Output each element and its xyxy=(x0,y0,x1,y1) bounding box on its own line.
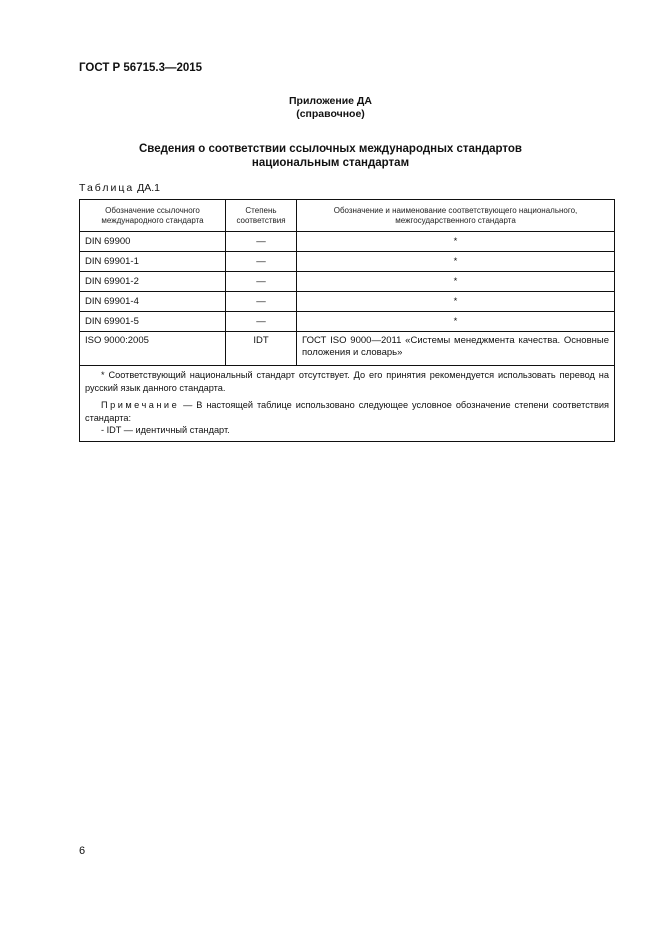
table-row xyxy=(80,332,615,366)
section-title-line-1: Сведения о соответствии ссылочных международных стандартов xyxy=(138,143,522,155)
annex-title: Приложение ДА xyxy=(289,95,372,107)
table-row xyxy=(80,272,615,292)
note-item: - IDT — идентичный стандарт. xyxy=(101,425,230,435)
cell-reference: ISO 9000:2005 xyxy=(80,332,226,366)
table-row xyxy=(80,312,615,332)
table-caption-number: ДА.1 xyxy=(137,182,160,194)
cell-national: * xyxy=(297,312,615,332)
page-number: 6 xyxy=(79,845,86,857)
cell-reference: DIN 69900 xyxy=(80,232,226,252)
cell-national: ГОСТ ISO 9000—2011 «Системы менеджмента качества. Основные положения и словарь» xyxy=(297,332,615,366)
cell-degree: — xyxy=(226,292,297,312)
annex-subtitle: (справочное) xyxy=(296,108,365,120)
cell-degree: IDT xyxy=(226,332,297,366)
table-header-row xyxy=(80,200,615,232)
cell-degree: — xyxy=(226,232,297,252)
cell-national: * xyxy=(297,232,615,252)
cell-reference: DIN 69901-4 xyxy=(80,292,226,312)
cell-degree: — xyxy=(226,312,297,332)
table-caption-prefix: Таблица xyxy=(79,182,135,194)
note-label: Примечание xyxy=(101,400,180,410)
table-row xyxy=(80,232,615,252)
cell-national: * xyxy=(297,252,615,272)
column-header-national: Обозначение и наименование соответствующего национального, межгосударственного стандарта xyxy=(297,200,615,232)
cell-degree: — xyxy=(226,272,297,292)
section-title-line-2: национальным стандартам xyxy=(251,157,410,169)
cell-reference: DIN 69901-1 xyxy=(80,252,226,272)
column-header-degree: Степень соответствия xyxy=(226,200,297,232)
cell-national: * xyxy=(297,272,615,292)
column-header-reference: Обозначение ссылочного международного стандарта xyxy=(80,200,226,232)
table-notes xyxy=(80,366,615,442)
cell-reference: DIN 69901-5 xyxy=(80,312,226,332)
note-text: — В настоящей таблице использовано следующее условное обозначение степени соответствия стандарта: xyxy=(85,400,609,423)
table-note-row xyxy=(80,366,615,442)
table-caption xyxy=(79,182,160,194)
cell-reference: DIN 69901-2 xyxy=(80,272,226,292)
cell-degree: — xyxy=(226,252,297,272)
correspondence-table xyxy=(79,199,615,442)
table-note xyxy=(85,399,609,424)
cell-national: * xyxy=(297,292,615,312)
table-footnote: * Соответствующий национальный стандарт отсутствует. До его принятия рекомендуется использовать перевод на русский язык данного стандарта. xyxy=(85,370,609,393)
table-row xyxy=(80,292,615,312)
table-row xyxy=(80,252,615,272)
document-header: ГОСТ Р 56715.3—2015 xyxy=(79,62,203,74)
